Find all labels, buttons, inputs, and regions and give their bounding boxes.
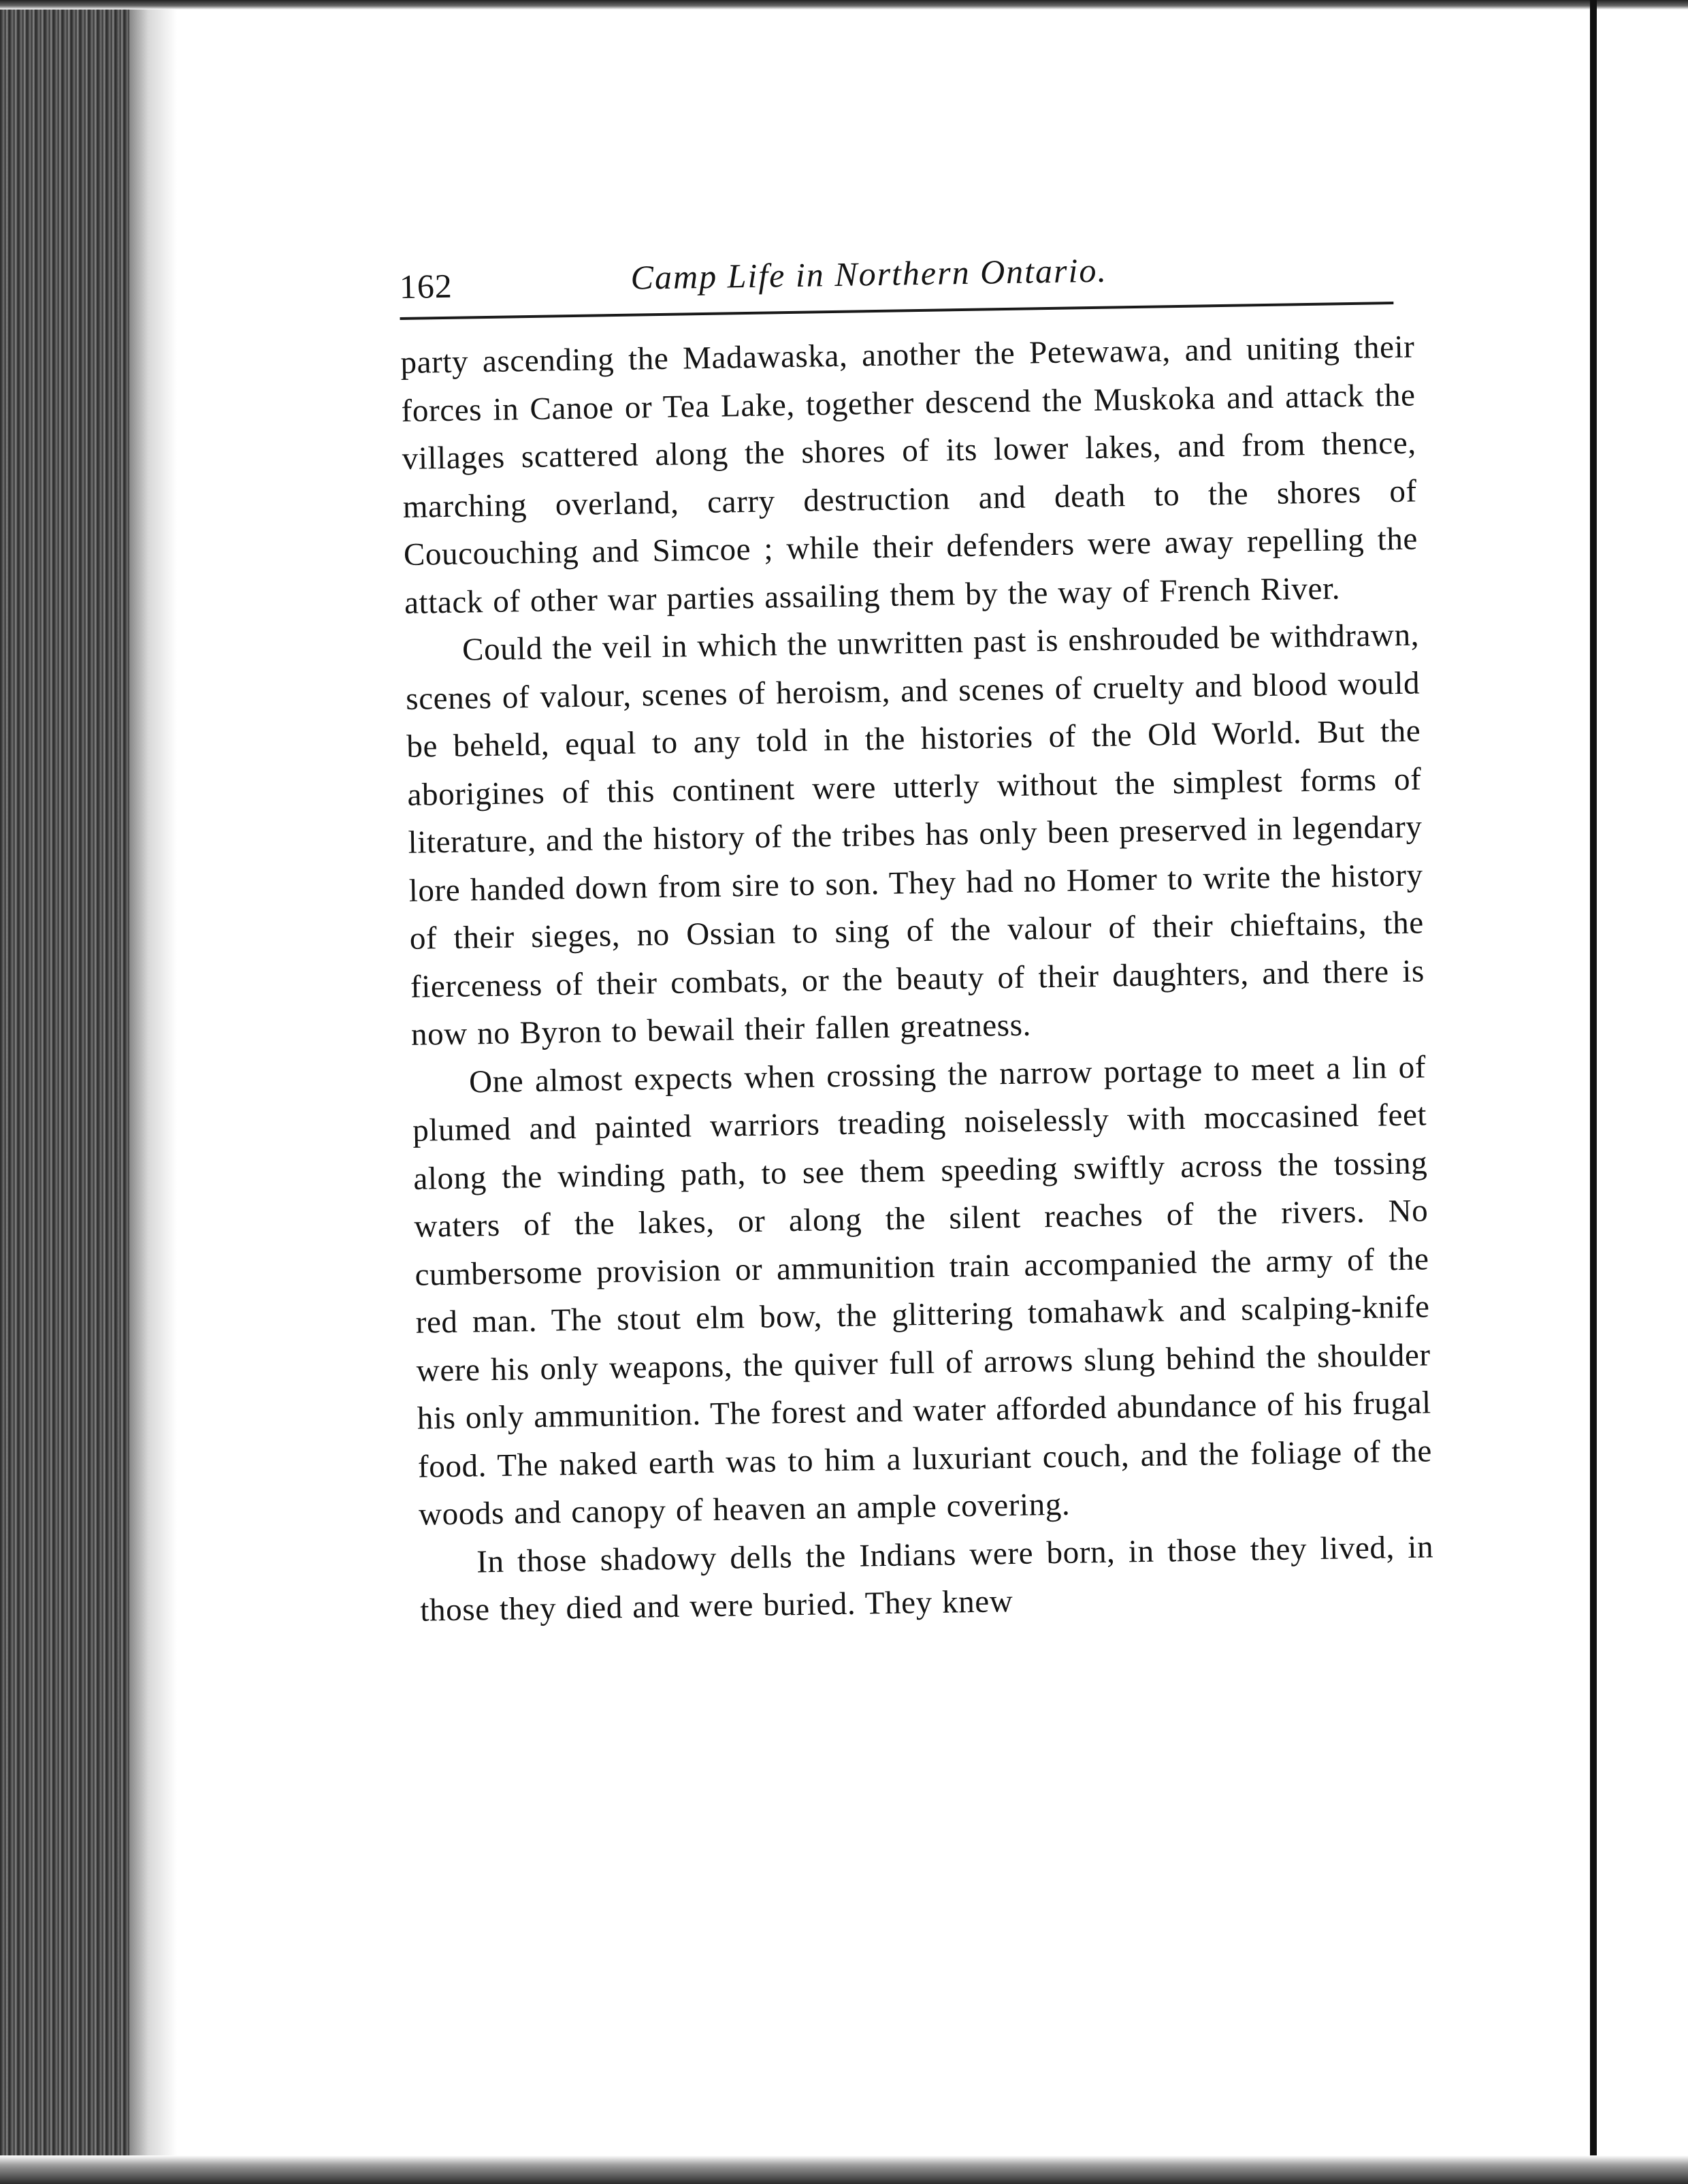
body-text bbox=[400, 323, 1435, 1635]
book-page bbox=[399, 236, 1439, 1899]
paragraph: party ascending the Madawaska, another the Petewawa, and uniting their forces in Canoe or Tea Lake, together descend the Muskoka and attack the villages scattered along the shores of its lower lakes, and from thence, marching overland, carry destruction and death to the shores of Coucouching and Simcoe ; while their defenders were away repelling the attack of other war parties assailing them by the way of French River. bbox=[400, 329, 1418, 621]
binding-shadow bbox=[129, 0, 177, 2184]
paragraph: One almost expects when crossing the narrow portage to meet a lin of plumed and painted warriors treading noiselessly with moccasined feet along the winding path, to see them speeding swiftly across the tossing waters of the lakes, or along the silent reaches of the rivers. No cumbersome provision or ammunition train accompanied the army of the red man. The stout elm bow, the glittering tomahawk and scalping-knife were his only weapons, the quiver full of arrows slung behind the shoulder his only ammunition. The forest and water afforded abundance of his frugal food. The naked earth was to him a luxuriant couch, and the foliage of the woods and canopy of heaven an ample covering. bbox=[412, 1048, 1433, 1532]
right-page-border bbox=[1590, 0, 1597, 2184]
page-number: 162 bbox=[399, 266, 453, 306]
paragraph: Could the veil in which the unwritten past is enshrouded be withdrawn, scenes of valour, scenes of heroism, and scenes of cruelty and blood would be beheld, equal to any told in the histories of the Old World. But the aborigines of this continent were utterly without the simplest forms of literature, and the history of the tribes has only been preserved in legendary lore handed down from sire to son. They had no Homer to write the history of their sieges, no Ossian to sing of the valour of their chieftains, the fierceness of their combats, or the beauty of their daughters, and there is now no Byron to bewail their fallen greatness. bbox=[405, 617, 1425, 1053]
running-title: Camp Life in Northern Ontario. bbox=[630, 251, 1108, 297]
bottom-scan-edge bbox=[0, 2155, 1688, 2184]
top-scan-edge bbox=[0, 0, 1688, 10]
book-binding-edge bbox=[0, 0, 143, 2184]
paragraph: In those shadowy dells the Indians were born, in those they lived, in those they died and were buried. They knew bbox=[419, 1528, 1434, 1628]
